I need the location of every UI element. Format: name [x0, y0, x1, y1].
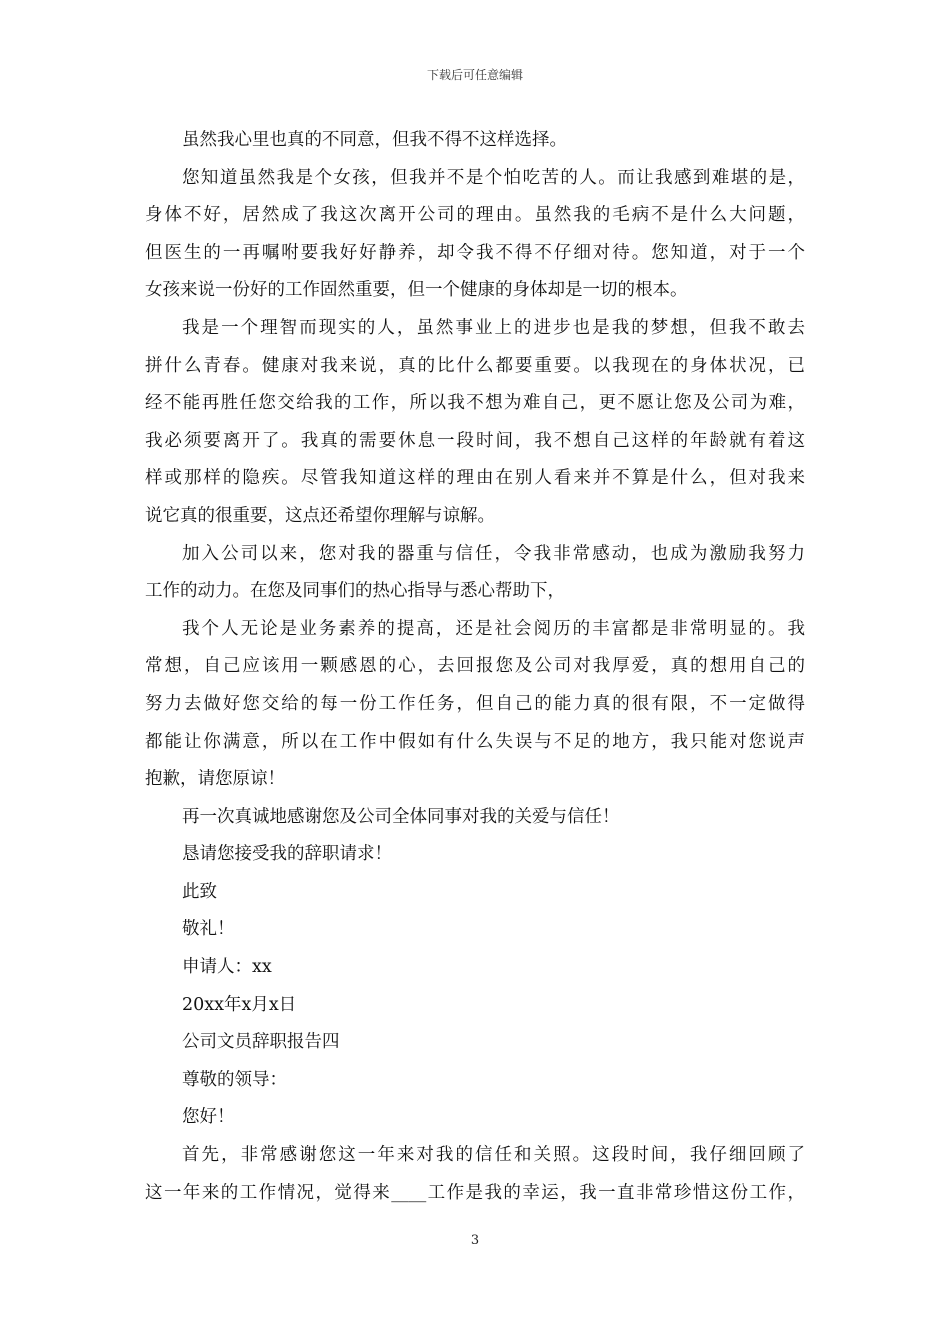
- text-line: 工作的动力。在您及同事们的热心指导与悉心帮助下，: [145, 581, 565, 602]
- text-line: 女孩来说一份好的工作固然重要，但一个健康的身体却是一切的根本。: [145, 280, 688, 301]
- text-line: 样或那样的隐疾。尽管我知道这样的理由在别人看来并不算是什么，但对我来: [145, 468, 805, 489]
- text-line: 敬礼！: [182, 919, 235, 940]
- text-line: 20xx年x月x日: [182, 994, 297, 1015]
- text-line: 说它真的很重要，这点还希望你理解与谅解。: [145, 505, 495, 526]
- text-line: 但医生的一再嘱咐要我好好静养，却令我不得不仔细对待。您知道，对于一个: [145, 242, 805, 263]
- text-line: 抱歉，请您原谅！: [145, 769, 285, 790]
- document-body: [145, 122, 805, 1212]
- text-line: 申请人：xx: [182, 957, 272, 978]
- text-line: 您好！: [182, 1107, 235, 1128]
- page-header: 下载后可任意编辑: [426, 68, 523, 82]
- text-line: 都能让你满意，所以在工作中假如有什么失误与不足的地方，我只能对您说声: [145, 731, 805, 752]
- text-line: 虽然我心里也真的不同意，但我不得不这样选择。: [182, 130, 567, 150]
- page-number: 3: [470, 1233, 480, 1248]
- text-line: 经不能再胜任您交给我的工作，所以我不想为难自己，更不愿让您及公司为难，: [145, 393, 805, 414]
- text-line: 再一次真诚地感谢您及公司全体同事对我的关爱与信任！: [182, 806, 620, 827]
- text-line: 首先，非常感谢您这一年来对我的信任和关照。这段时间，我仔细回顾了: [182, 1145, 805, 1166]
- text-line: 身体不好，居然成了我这次离开公司的理由。虽然我的毛病不是什么大问题，: [145, 205, 805, 226]
- text-line: 加入公司以来，您对我的器重与信任，令我非常感动，也成为激励我努力: [182, 543, 805, 564]
- text-line: 此致: [182, 881, 217, 902]
- text-line: 恳请您接受我的辞职请求！: [182, 844, 392, 865]
- text-line: 常想，自己应该用一颗感恩的心，去回报您及公司对我厚爱，真的想用自己的: [145, 656, 805, 677]
- text-line: 拼什么青春。健康对我来说，真的比什么都要重要。以我现在的身体状况，已: [145, 355, 805, 376]
- text-line: 努力去做好您交给的每一份工作任务，但自己的能力真的很有限，不一定做得: [145, 693, 805, 714]
- text-line: 公司文员辞职报告四: [182, 1032, 340, 1053]
- text-line: 您知道虽然我是个女孩，但我并不是个怕吃苦的人。而让我感到难堪的是，: [182, 167, 805, 188]
- text-line: 尊敬的领导：: [182, 1069, 287, 1090]
- text-line: 这一年来的工作情况，觉得来____工作是我的幸运，我一直非常珍惜这份工作，: [145, 1182, 805, 1203]
- text-line: 我必须要离开了。我真的需要休息一段时间，我不想自己这样的年龄就有着这: [145, 430, 805, 451]
- text-line: 我个人无论是业务素养的提高，还是社会阅历的丰富都是非常明显的。我: [182, 618, 805, 639]
- text-line: 我是一个理智而现实的人，虽然事业上的进步也是我的梦想，但我不敢去: [182, 317, 805, 338]
